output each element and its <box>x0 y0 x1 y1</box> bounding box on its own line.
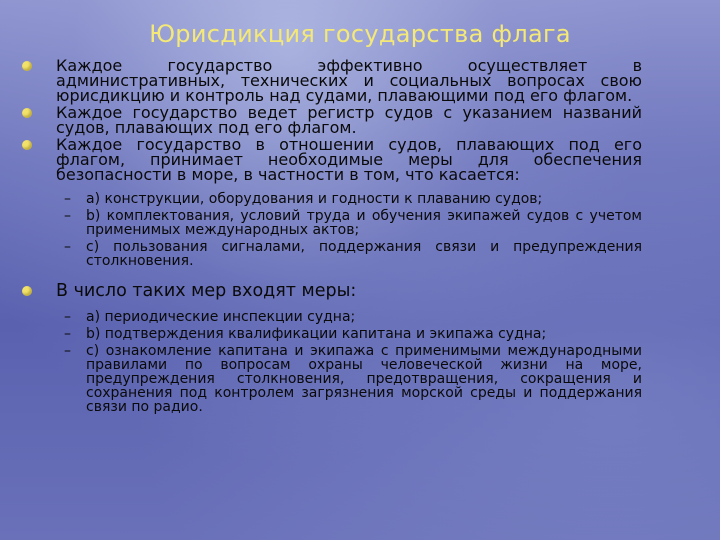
dash-icon: – <box>64 239 71 255</box>
sub-item <box>22 310 642 324</box>
sub-list-1 <box>22 192 642 268</box>
sub-item <box>22 327 642 341</box>
slide-content <box>22 58 642 422</box>
sub-item-text: a) конструкции, оборудования и годности к плаванию судов; <box>86 191 543 207</box>
slide-title: Юрисдикция государства флага <box>149 20 571 48</box>
bullet-item-1 <box>22 58 642 103</box>
dash-icon: – <box>64 326 71 342</box>
sub-item-text: a) периодические инспекции судна; <box>86 309 356 325</box>
sub-item <box>22 209 642 237</box>
bullet-text: Каждое государство эффективно осуществляет в административных, технических и социальных вопросах свою юрисдикцию и контроль над судами, плавающими под его флагом. <box>56 56 642 105</box>
bullet-icon <box>22 140 32 150</box>
sub-item <box>22 192 642 206</box>
bullet-item-3 <box>22 137 642 182</box>
sub-item-text: b) подтверждения квалификации капитана и экипажа судна; <box>86 326 547 342</box>
bullet-text: Каждое государство ведет регистр судов с указанием названий судов, плавающих под его флагом. <box>56 103 642 137</box>
sub-item-text: c) пользования сигналами, поддержания связи и предупреждения столкновения. <box>86 239 642 269</box>
dash-icon: – <box>64 343 71 359</box>
sub-item <box>22 240 642 268</box>
bullet-icon <box>22 61 32 71</box>
bullet-icon <box>22 108 32 118</box>
sub-item-text: b) комплектования, условий труда и обучения экипажей судов с учетом применимых международных актов; <box>86 208 642 238</box>
sub-item-text: c) ознакомление капитана и экипажа с применимыми международными правилами по вопросам охраны человеческой жизни на море, предупреждения столкновения, предотвращения, сокращения и сохранения под контролем загрязнения морской среды и поддержания связи по радио. <box>86 343 642 415</box>
dash-icon: – <box>64 208 71 224</box>
dash-icon: – <box>64 309 71 325</box>
sub-list-2 <box>22 310 642 414</box>
bullet-text: Каждое государство в отношении судов, плавающих под его флагом, принимает необходимые меры для обеспечения безопасности в море, в частности в том, что касается: <box>56 135 642 184</box>
bullet-item-4 <box>22 282 642 300</box>
bullet-item-2 <box>22 105 642 135</box>
bullet-text: В число таких мер входят меры: <box>56 281 357 301</box>
bullet-icon <box>22 286 32 296</box>
sub-item <box>22 344 642 414</box>
dash-icon: – <box>64 191 71 207</box>
